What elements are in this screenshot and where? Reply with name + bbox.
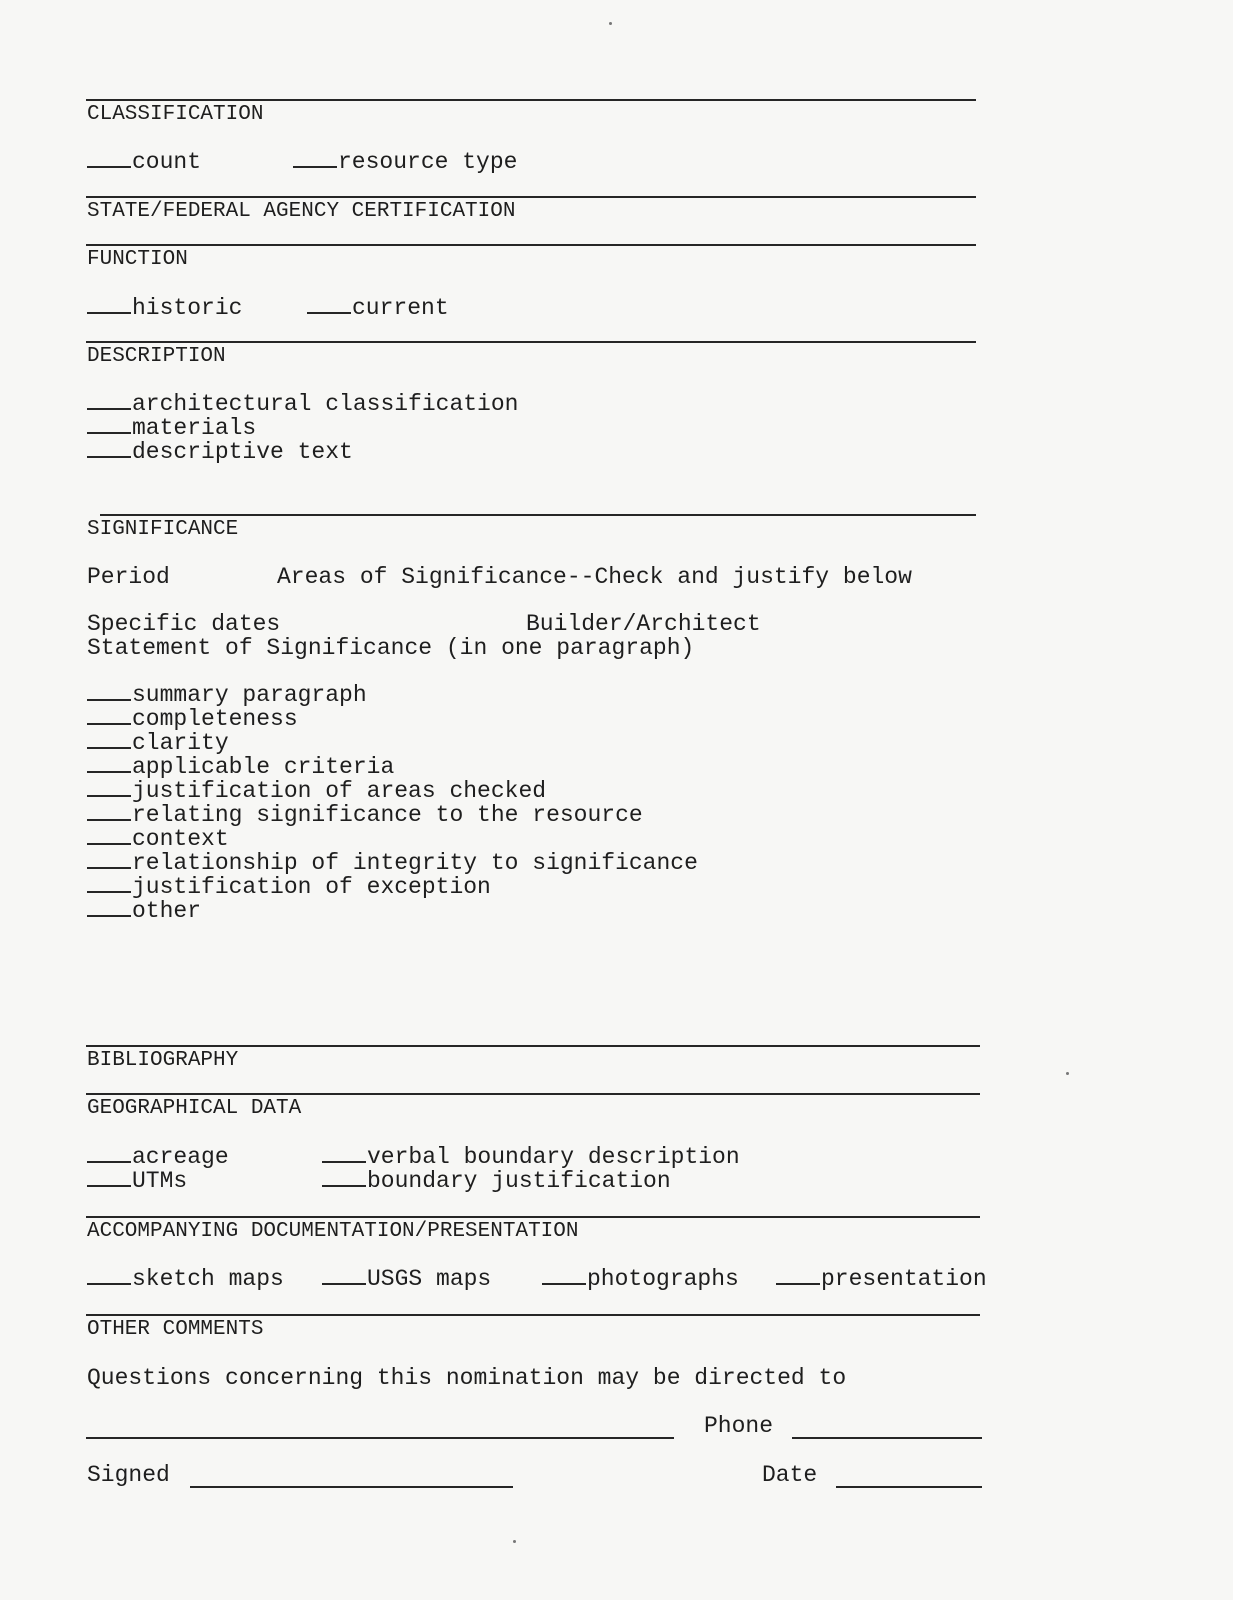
checklist-item-completeness[interactable] <box>87 707 298 731</box>
checkbox-blank[interactable] <box>87 440 131 458</box>
phone-label: Phone <box>704 1413 774 1439</box>
item-label: descriptive text <box>132 439 353 465</box>
item-label: other <box>132 898 202 924</box>
signed-label: Signed <box>87 1462 170 1488</box>
item-label: summary paragraph <box>132 682 367 708</box>
scan-speck <box>1066 1072 1069 1075</box>
checkbox-blank[interactable] <box>542 1267 586 1285</box>
checkbox-blank[interactable] <box>87 416 131 434</box>
checkbox-blank[interactable] <box>87 1145 131 1163</box>
item-label: count <box>132 149 202 175</box>
significance-heading: SIGNIFICANCE <box>87 518 239 541</box>
checklist-item-justification-exception[interactable] <box>87 875 491 899</box>
signature-line[interactable] <box>190 1486 513 1488</box>
description-heading: DESCRIPTION <box>87 345 226 368</box>
specific-dates-label: Specific dates <box>87 611 281 637</box>
item-label: USGS maps <box>367 1266 492 1292</box>
item-label: architectural classification <box>132 391 519 417</box>
checkbox-blank[interactable] <box>87 899 131 917</box>
checkbox-blank[interactable] <box>322 1145 366 1163</box>
checkbox-blank[interactable] <box>87 1169 131 1187</box>
statement-label: Statement of Significance (in one paragraph) <box>87 635 695 661</box>
checklist-item-photographs[interactable] <box>542 1267 739 1291</box>
checklist-item-materials[interactable] <box>87 416 256 440</box>
item-label: presentation <box>821 1266 987 1292</box>
classification-heading: CLASSIFICATION <box>87 103 264 126</box>
checkbox-blank[interactable] <box>87 731 131 749</box>
item-label: applicable criteria <box>132 754 395 780</box>
checkbox-blank[interactable] <box>87 851 131 869</box>
phone-line[interactable] <box>792 1437 982 1439</box>
checklist-item-sketch-maps[interactable] <box>87 1267 284 1291</box>
item-label: clarity <box>132 730 229 756</box>
checklist-item-other[interactable] <box>87 899 201 923</box>
section-rule <box>86 244 976 246</box>
checklist-item-presentation[interactable] <box>776 1267 987 1291</box>
checklist-item-justification-areas[interactable] <box>87 779 546 803</box>
checklist-item-applicable-criteria[interactable] <box>87 755 394 779</box>
checklist-item-relating-significance[interactable] <box>87 803 643 827</box>
item-label: justification of exception <box>132 874 491 900</box>
checkbox-blank[interactable] <box>307 296 351 314</box>
checklist-item-historic[interactable] <box>87 296 242 320</box>
checkbox-blank[interactable] <box>87 755 131 773</box>
item-label: UTMs <box>132 1168 188 1194</box>
documentation-heading: ACCOMPANYING DOCUMENTATION/PRESENTATION <box>87 1220 579 1243</box>
checklist-item-utms[interactable] <box>87 1169 187 1193</box>
comments-heading: OTHER COMMENTS <box>87 1318 264 1341</box>
checkbox-blank[interactable] <box>776 1267 820 1285</box>
item-label: current <box>352 295 449 321</box>
checklist-item-descriptive-text[interactable] <box>87 440 353 464</box>
checklist-item-current[interactable] <box>307 296 449 320</box>
item-label: verbal boundary description <box>367 1144 740 1170</box>
item-label: relating significance to the resource <box>132 802 643 828</box>
geographical-heading: GEOGRAPHICAL DATA <box>87 1097 302 1120</box>
checklist-item-usgs-maps[interactable] <box>322 1267 491 1291</box>
item-label: materials <box>132 415 257 441</box>
item-label: context <box>132 826 229 852</box>
checklist-item-count[interactable] <box>87 150 201 174</box>
areas-label: Areas of Significance--Check and justify below <box>277 564 912 590</box>
section-rule <box>100 514 976 516</box>
checklist-item-clarity[interactable] <box>87 731 229 755</box>
item-label: historic <box>132 295 243 321</box>
checklist-item-resource-type[interactable] <box>293 150 517 174</box>
bibliography-heading: BIBLIOGRAPHY <box>87 1049 239 1072</box>
checkbox-blank[interactable] <box>87 1267 131 1285</box>
item-label: resource type <box>338 149 518 175</box>
section-rule <box>86 1045 980 1047</box>
function-heading: FUNCTION <box>87 248 188 271</box>
scan-speck <box>609 22 612 25</box>
section-rule <box>86 1314 980 1316</box>
checkbox-blank[interactable] <box>87 875 131 893</box>
item-label: boundary justification <box>367 1168 671 1194</box>
checkbox-blank[interactable] <box>87 392 131 410</box>
date-label: Date <box>762 1462 818 1488</box>
checkbox-blank[interactable] <box>322 1169 366 1187</box>
date-line[interactable] <box>836 1486 982 1488</box>
certification-heading: STATE/FEDERAL AGENCY CERTIFICATION <box>87 200 516 223</box>
period-label: Period <box>87 564 170 590</box>
item-label: acreage <box>132 1144 229 1170</box>
checklist-item-boundary-justification[interactable] <box>322 1169 671 1193</box>
checklist-item-verbal-boundary[interactable] <box>322 1145 740 1169</box>
builder-architect-label: Builder/Architect <box>526 611 761 637</box>
checklist-item-context[interactable] <box>87 827 229 851</box>
item-label: completeness <box>132 706 298 732</box>
checkbox-blank[interactable] <box>87 827 131 845</box>
item-label: photographs <box>587 1266 739 1292</box>
checkbox-blank[interactable] <box>293 150 337 168</box>
questions-text: Questions concerning this nomination may be directed to <box>87 1365 847 1391</box>
checkbox-blank[interactable] <box>322 1267 366 1285</box>
checklist-item-summary-paragraph[interactable] <box>87 683 367 707</box>
section-rule <box>86 196 976 198</box>
checkbox-blank[interactable] <box>87 150 131 168</box>
contact-name-line[interactable] <box>86 1437 674 1439</box>
section-rule <box>86 341 976 343</box>
section-rule <box>86 1093 980 1095</box>
checkbox-blank[interactable] <box>87 296 131 314</box>
item-label: justification of areas checked <box>132 778 547 804</box>
checklist-item-integrity[interactable] <box>87 851 698 875</box>
item-label: sketch maps <box>132 1266 284 1292</box>
checkbox-blank[interactable] <box>87 779 131 797</box>
checklist-item-acreage[interactable] <box>87 1145 229 1169</box>
section-rule <box>86 1216 980 1218</box>
checkbox-blank[interactable] <box>87 683 131 701</box>
item-label: relationship of integrity to significance <box>132 850 698 876</box>
checkbox-blank[interactable] <box>87 803 131 821</box>
checkbox-blank[interactable] <box>87 707 131 725</box>
section-rule <box>86 99 976 101</box>
checklist-item-architectural-classification[interactable] <box>87 392 518 416</box>
scan-speck <box>513 1540 516 1543</box>
